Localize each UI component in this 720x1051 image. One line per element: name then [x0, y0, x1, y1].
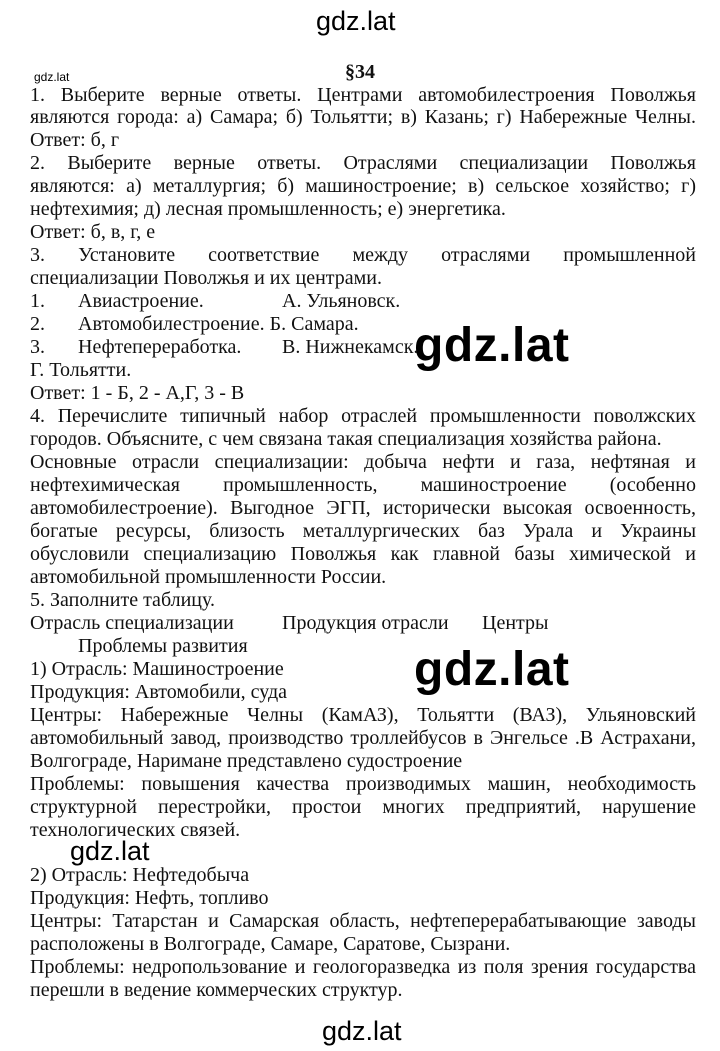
text-line: 2) Отрасль: Нефтедобыча — [30, 864, 250, 886]
text-line: автомобилестроение). Выгодное ЭГП, исторически высокая освоенность, — [30, 497, 696, 519]
text-line: специализации Поволжья и их центрами. — [30, 267, 383, 289]
watermark-large-2: gdz.lat — [414, 643, 570, 696]
text-line: Ответ: 1 - Б, 2 - А,Г, 3 - В — [30, 382, 245, 404]
watermark-large-1: gdz.lat — [414, 319, 570, 372]
table-header-centers: Центры — [482, 612, 549, 634]
text-line: автомобильный завод, производство троллейбусов в Энгельсе .В Астрахани, — [30, 727, 696, 749]
watermark-top: gdz.lat — [316, 6, 396, 36]
text-line: Проблемы: недропользование и геологоразведка из поля зрения государства — [30, 956, 696, 978]
match-num: 3. — [30, 336, 45, 358]
table-header-problems: Проблемы развития — [78, 635, 248, 657]
text-line: автомобильной промышленности России. — [30, 566, 387, 588]
text-line: 3. Установите соответствие между отраслями промышленной — [30, 244, 696, 266]
text-line: 1. Выберите верные ответы. Центрами автомобилестроения Поволжья — [30, 84, 696, 106]
match-num: 1. — [30, 290, 45, 312]
match-center: А. Ульяновск. — [282, 290, 401, 312]
watermark-mid: gdz.lat — [70, 836, 150, 866]
text-line: структурной перестройки, простои многих предприятий, нарушение — [30, 796, 696, 818]
text-line: Ответ: б, г — [30, 129, 120, 151]
text-line: нефтехимия; д) лесная промышленность; е) энергетика. — [30, 198, 506, 220]
text-line: 2. Выберите верные ответы. Отраслями специализации Поволжья — [30, 152, 696, 174]
text-line: 5. Заполните таблицу. — [30, 589, 215, 611]
match-center: В. Нижнекамск. — [282, 336, 419, 358]
text-line: нефтехимическая промышленность, машиностроение (особенно — [30, 474, 696, 496]
text-line: Центры: Набережные Челны (КамАЗ), Тольятти (ВАЗ), Ульяновский — [30, 704, 696, 726]
text-line: Основные отрасли специализации: добыча нефти и газа, нефтяная и — [30, 451, 696, 473]
text-line: Волгограде, Наримане представлено судостроение — [30, 750, 463, 772]
text-line: являются города: а) Самара; б) Тольятти; в) Казань; г) Набережные Челны. — [30, 106, 696, 128]
match-branch: Авиастроение. — [78, 290, 204, 312]
text-line: технологических связей. — [30, 819, 241, 841]
text-line: богатые ресурсы, близость металлургических баз Урала и Украины — [30, 520, 696, 542]
text-line: 4. Перечислите типичный набор отраслей промышленности поволжских — [30, 405, 696, 427]
text-line: обусловили специализацию Поволжья как главной базы химической и — [30, 543, 696, 565]
text-line: Г. Тольятти. — [30, 359, 132, 381]
text-line: Продукция: Нефть, топливо — [30, 887, 269, 909]
text-line: перешли в ведение коммерческих структур. — [30, 979, 403, 1001]
watermark-bottom: gdz.lat — [322, 1016, 402, 1046]
table-header-products: Продукция отрасли — [282, 612, 449, 634]
text-line: расположены в Волгограде, Самаре, Саратове, Сызрани. — [30, 933, 511, 955]
text-line: Продукция: Автомобили, суда — [30, 681, 288, 703]
text-line: городов. Объясните, с чем связана такая специализация хозяйства района. — [30, 428, 662, 450]
table-header-branch: Отрасль специализации — [30, 612, 234, 634]
text-line: Ответ: б, в, г, е — [30, 221, 156, 243]
match-branch: Нефтепереработка. — [78, 336, 242, 358]
text-line: являются: а) металлургия; б) машиностроение; в) сельское хозяйство; г) — [30, 175, 696, 197]
section-title: §34 — [345, 61, 375, 83]
text-line: Проблемы: повышения качества производимых машин, необходимость — [30, 773, 696, 795]
text-line: Центры: Татарстан и Самарская область, нефтеперерабатывающие заводы — [30, 910, 696, 932]
match-branch: Автомобилестроение. Б. Самара. — [78, 313, 359, 335]
watermark-small: gdz.lat — [34, 70, 70, 84]
match-num: 2. — [30, 313, 45, 335]
text-line: 1) Отрасль: Машиностроение — [30, 658, 284, 680]
